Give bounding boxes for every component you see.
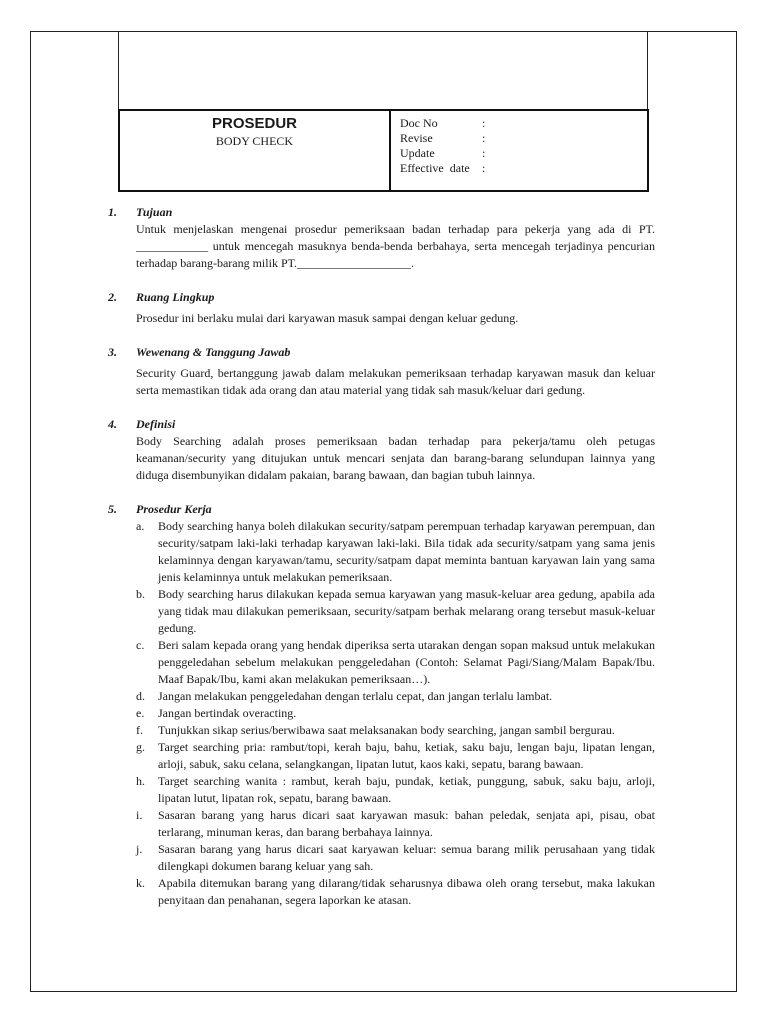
list-letter: e. xyxy=(136,706,145,720)
list-letter: a. xyxy=(136,519,145,533)
list-text: Apabila ditemukan barang yang dilarang/tidak seharusnya dibawa oleh orang tersebut, maka lakukan penyitaan dan penahanan, segera laporkan ke atasan. xyxy=(158,876,655,907)
section-number: 3. xyxy=(108,345,117,359)
list-letter: h. xyxy=(136,774,145,788)
list-text: Tunjukkan sikap serius/berwibawa saat melaksanakan body searching, jangan sambil bergurau. xyxy=(158,723,615,737)
meta-label: Update xyxy=(400,146,435,160)
header-title-cell xyxy=(120,111,391,190)
section-title: Wewenang & Tanggung Jawab xyxy=(136,345,291,359)
list-item xyxy=(136,518,655,586)
list-text: Target searching pria: rambut/topi, kerah baju, bahu, ketiak, saku baju, lengan baju, lipatan lengan, arloji, sabuk, saku celana, selangkangan, lipatan lutut, kaos kaki, sepatu, barang bawaan. xyxy=(158,740,655,771)
list-text: Body searching harus dilakukan kepada semua karyawan yang masuk-keluar area gedung, apabila ada yang tidak mau dilakukan pemeriksaan, security/satpam berhak melarang orang tersebut masuk-keluar gedung. xyxy=(158,587,655,635)
section-number: 4. xyxy=(108,417,117,431)
logo-area xyxy=(118,31,648,110)
list-letter: b. xyxy=(136,587,145,601)
meta-value: : xyxy=(482,161,486,175)
section-number: 5. xyxy=(108,502,117,516)
list-item xyxy=(136,739,655,773)
section-definisi xyxy=(108,416,655,484)
list-letter: j. xyxy=(136,842,143,856)
section-text: Untuk menjelaskan mengenai prosedur pemeriksaan badan terhadap para pekerja yang ada di PT. ____________ untuk mencegah masuknya benda-benda berbahaya, serta mencegah terjadinya pencurian terhadap barang-barang milik PT.___________________. xyxy=(136,222,655,270)
list-item xyxy=(136,705,655,722)
section-heading xyxy=(108,501,655,518)
document-body xyxy=(108,204,655,926)
section-text: Security Guard, bertanggung jawab dalam melakukan pemeriksaan terhadap karyawan masuk dan keluar serta memastikan tidak ada orang dan atau material yang tidak sah masuk/keluar dari gedung. xyxy=(136,366,655,397)
list-text: Jangan melakukan penggeledahan dengan terlalu cepat, dan jangan terlalu lambat. xyxy=(158,689,553,703)
section-tujuan xyxy=(108,204,655,272)
procedure-title: PROSEDUR xyxy=(211,115,297,132)
list-letter: i. xyxy=(136,808,143,822)
list-text: Jangan bertindak overacting. xyxy=(158,706,297,720)
section-text: Prosedur ini berlaku mulai dari karyawan masuk sampai dengan keluar gedung. xyxy=(136,311,519,325)
section-number: 2. xyxy=(108,290,117,304)
list-text: Body searching hanya boleh dilakukan security/satpam perempuan terhadap karyawan perempuan, dan security/satpam laki-laki terhadap karyawan laki-laki. Bila tidak ada security/satpam yang sama jenis kelaminnya dengan karyawan/tamu, security/satpam dapat meminta bantuan karyawan lain yang sama jenis kelaminnya untuk melakukan pemeriksaan. xyxy=(158,519,655,584)
section-prosedur-kerja xyxy=(108,501,655,909)
section-heading xyxy=(108,416,655,433)
section-heading xyxy=(108,204,655,221)
list-letter: g. xyxy=(136,740,145,754)
meta-value: : xyxy=(482,131,486,145)
meta-doc-no xyxy=(400,116,647,131)
meta-value: : xyxy=(482,146,486,160)
section-ruang-lingkup xyxy=(108,289,655,327)
procedure-subtitle: BODY CHECK xyxy=(215,134,294,148)
list-item xyxy=(136,688,655,705)
list-item xyxy=(136,773,655,807)
list-item xyxy=(136,722,655,739)
section-wewenang xyxy=(108,344,655,399)
list-letter: d. xyxy=(136,689,145,703)
meta-value: : xyxy=(482,116,486,130)
list-item xyxy=(136,875,655,909)
section-heading xyxy=(108,289,655,306)
list-text: Sasaran barang yang harus dicari saat karyawan masuk: bahan peledak, senjata api, pisau, obat terlarang, minuman keras, dan barang berbahaya lainnya. xyxy=(158,808,655,839)
section-heading xyxy=(108,344,655,361)
list-letter: k. xyxy=(136,876,145,890)
meta-label: Effective date xyxy=(400,161,470,175)
list-item xyxy=(136,807,655,841)
list-item xyxy=(136,586,655,637)
list-item xyxy=(136,841,655,875)
section-title: Ruang Lingkup xyxy=(136,290,215,304)
document-header xyxy=(118,109,649,192)
meta-update xyxy=(400,146,647,161)
header-meta-cell xyxy=(391,111,647,190)
meta-revise xyxy=(400,131,647,146)
meta-label: Revise xyxy=(400,131,433,145)
section-title: Definisi xyxy=(136,417,176,431)
list-item xyxy=(136,637,655,688)
list-letter: c. xyxy=(136,638,145,652)
section-title: Tujuan xyxy=(136,205,173,219)
procedure-list xyxy=(136,518,655,909)
section-number: 1. xyxy=(108,205,117,219)
section-title: Prosedur Kerja xyxy=(136,502,212,516)
list-text: Beri salam kepada orang yang hendak diperiksa serta utarakan dengan sopan maksud untuk melakukan penggeledahan sebelum melakukan penggeledahan (Contoh: Selamat Pagi/Siang/Malam Bapak/Ibu. Maaf Bapak/Ibu, kami akan melakukan pemeriksaan…). xyxy=(158,638,655,686)
section-text: Body Searching adalah proses pemeriksaan badan terhadap para pekerja/tamu oleh petugas keamanan/security yang ditujukan untuk mencari senjata dan barang-barang selundupan lainnya yang diduga disembunyikan didalam pakaian, barang bawaan, dan bagian tubuh lainnya. xyxy=(136,434,655,482)
meta-label: Doc No xyxy=(400,116,438,130)
list-letter: f. xyxy=(136,723,143,737)
meta-effective-date xyxy=(400,161,647,176)
list-text: Target searching wanita : rambut, kerah baju, pundak, ketiak, punggung, sabuk, saku baju, arloji, lipatan lutut, lipatan rok, sepatu, barang bawaan. xyxy=(158,774,655,805)
list-text: Sasaran barang yang harus dicari saat karyawan keluar: semua barang milik perusahaan yang tidak dilengkapi dokumen barang keluar yang sah. xyxy=(158,842,655,873)
